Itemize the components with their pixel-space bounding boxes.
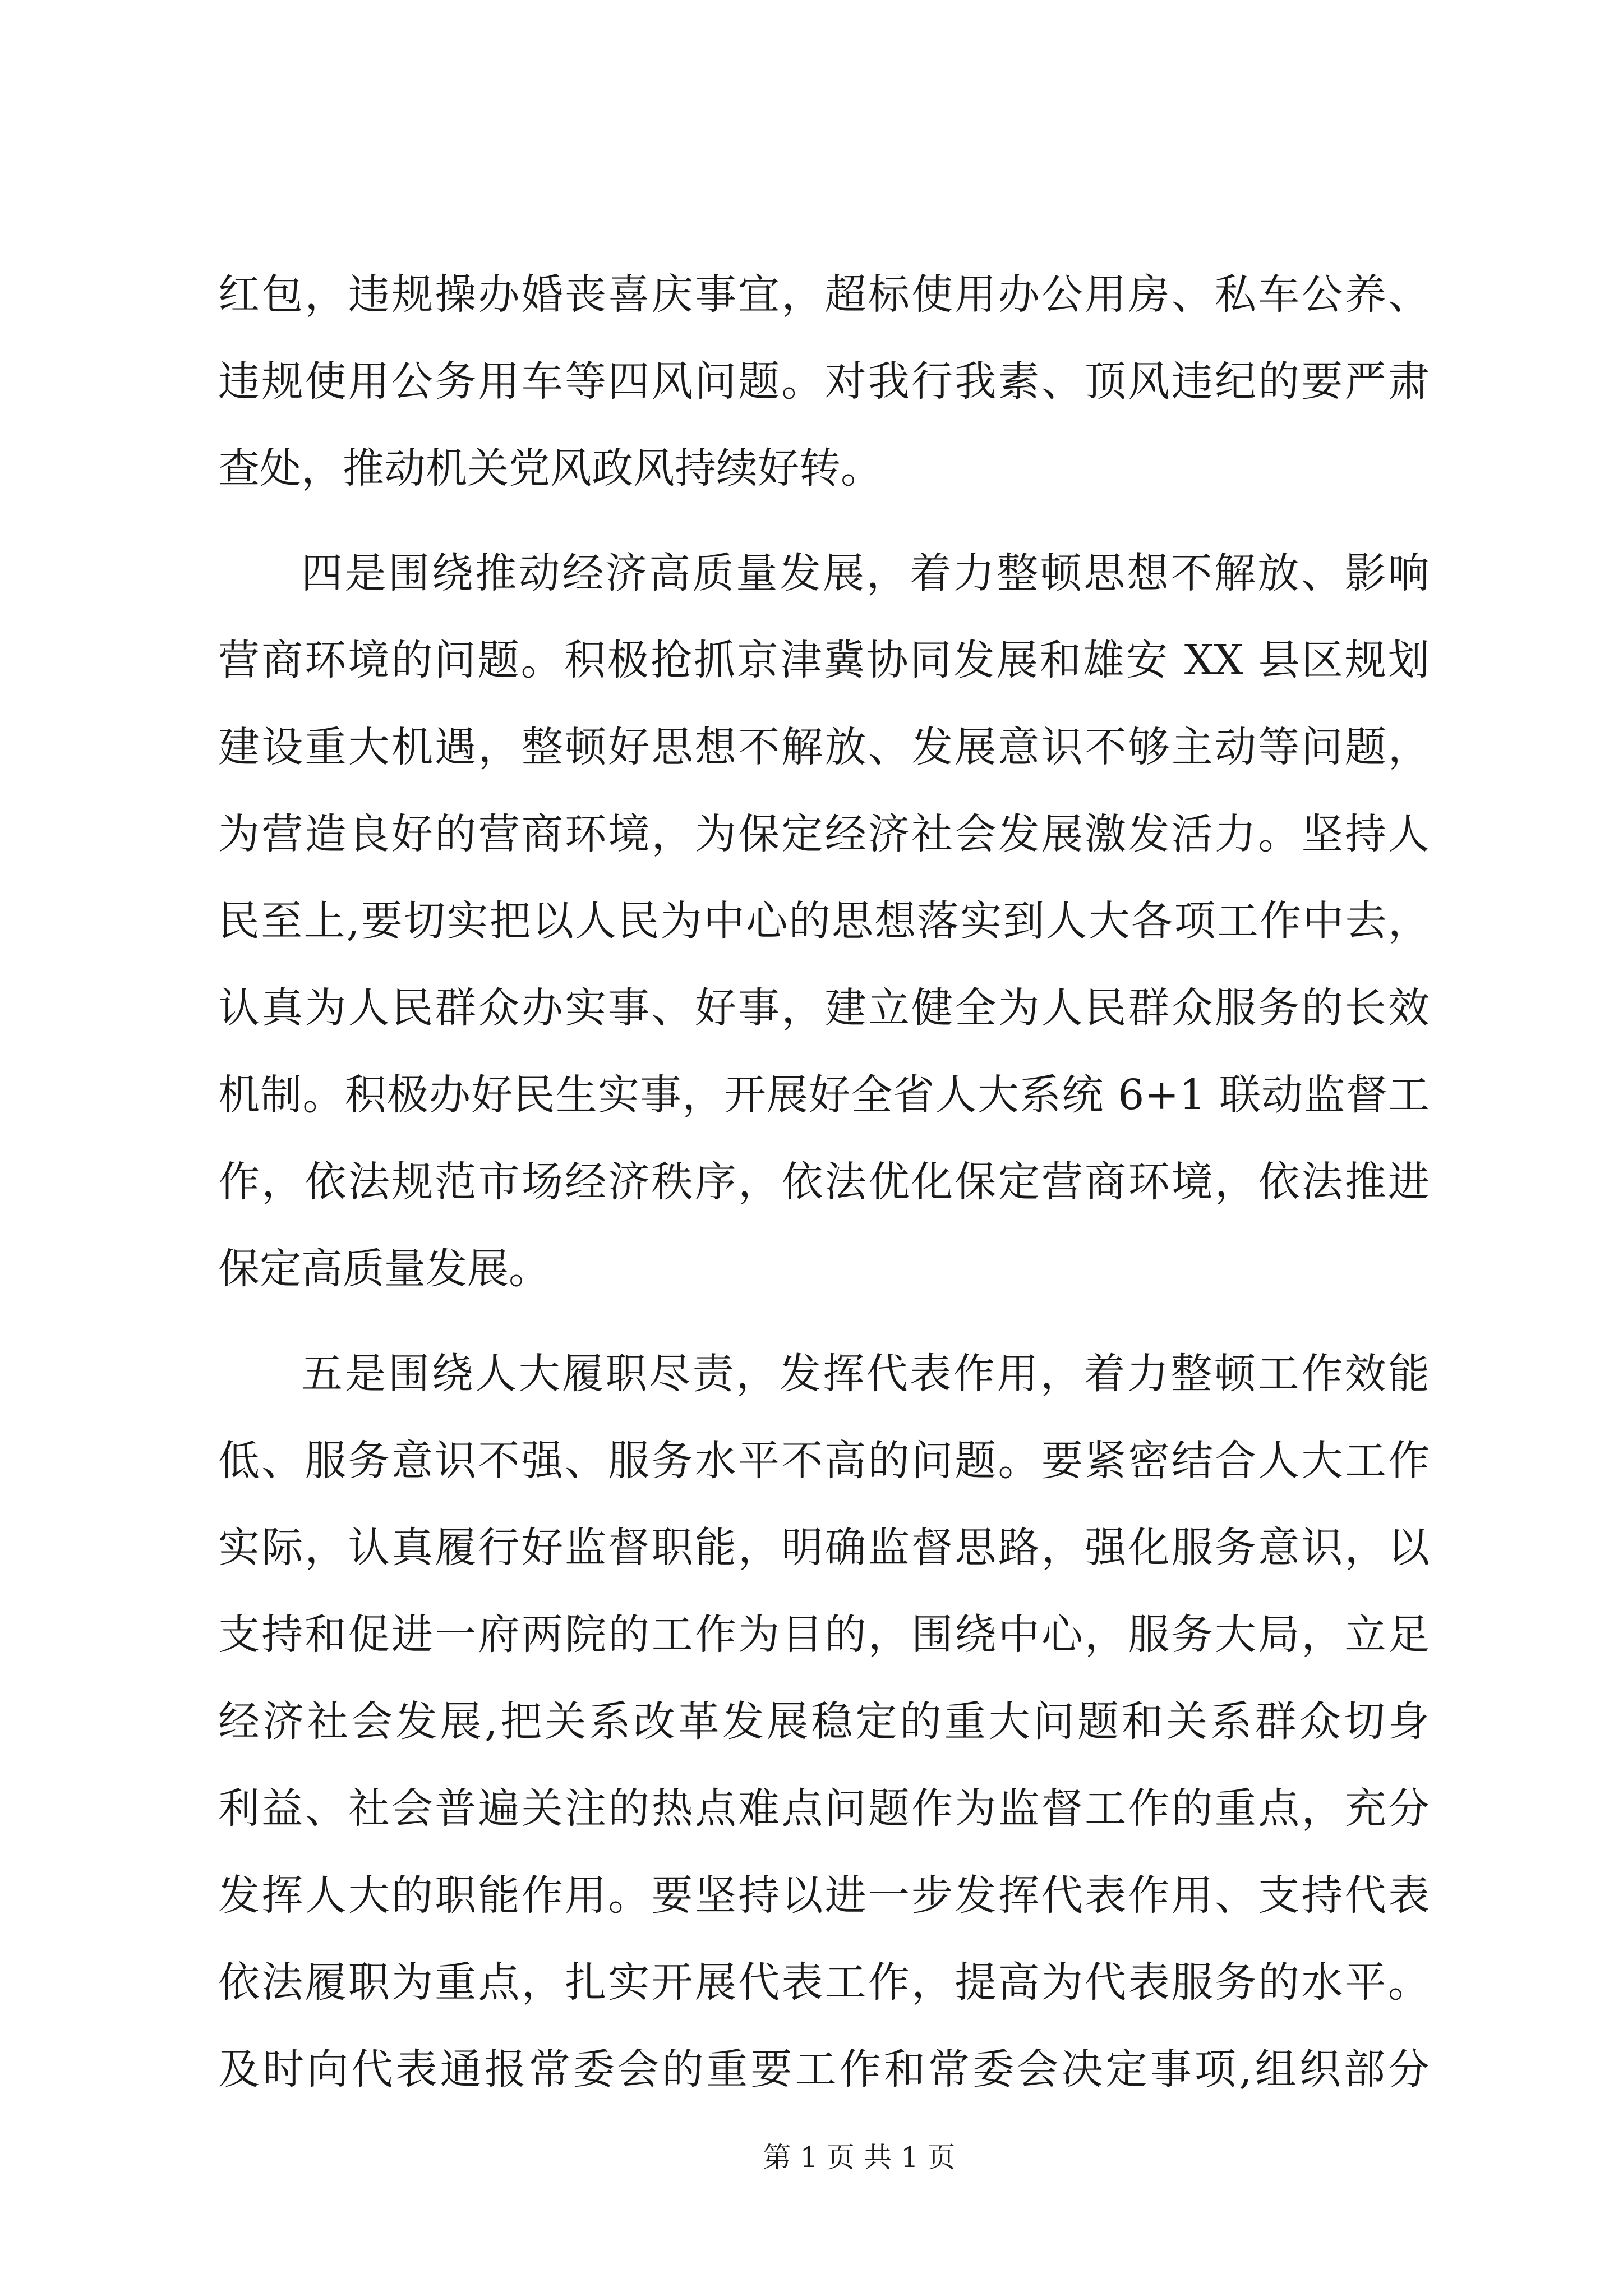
- document-body: [218, 251, 1430, 2113]
- text-line: 认真为人民群众办实事、好事，建立健全为人民群众服务的长效: [218, 984, 1430, 1032]
- paragraph-3: [218, 1331, 1430, 2113]
- paragraph-2: [218, 530, 1430, 1313]
- text-line: 及时向代表通报常委会的重要工作和常委会决定事项,组织部分: [218, 2045, 1430, 2093]
- page-number-footer: 第 1 页 共 1 页: [763, 2141, 956, 2174]
- text-line: 营商环境的问题。积极抢抓京津冀协同发展和雄安 XX 县区规划: [218, 636, 1430, 684]
- text-line: 支持和促进一府两院的工作为目的，围绕中心，服务大局，立足: [218, 1611, 1430, 1659]
- paragraph-1: [218, 251, 1430, 512]
- text-line: 五是围绕人大履职尽责，发挥代表作用，着力整顿工作效能: [301, 1350, 1430, 1398]
- text-line: 红包，违规操办婚丧喜庆事宜，超标使用办公用房、私车公养、: [218, 270, 1430, 319]
- text-line: 为营造良好的营商环境，为保定经济社会发展激发活力。坚持人: [218, 810, 1430, 858]
- text-line: 依法履职为重点，扎实开展代表工作，提高为代表服务的水平。: [218, 1958, 1430, 2007]
- text-line: 经济社会发展,把关系改革发展稳定的重大问题和关系群众切身: [218, 1697, 1430, 1746]
- text-line: 发挥人大的职能作用。要坚持以进一步发挥代表作用、支持代表: [218, 1871, 1430, 1920]
- text-line: 四是围绕推动经济高质量发展，着力整顿思想不解放、影响: [301, 549, 1430, 597]
- text-line: 查处，推动机关党风政风持续好转。: [218, 444, 882, 493]
- text-line: 机制。积极办好民生实事，开展好全省人大系统 6+1 联动监督工: [218, 1071, 1430, 1119]
- text-line: 实际，认真履行好监督职能，明确监督思路，强化服务意识，以: [218, 1524, 1430, 1572]
- text-line: 利益、社会普遍关注的热点难点问题作为监督工作的重点，充分: [218, 1784, 1430, 1833]
- text-line: 作，依法规范市场经济秩序，依法优化保定营商环境，依法推进: [218, 1158, 1430, 1206]
- text-line: 违规使用公务用车等四风问题。对我行我素、顶风违纪的要严肃: [218, 357, 1430, 406]
- text-line: 建设重大机遇，整顿好思想不解放、发展意识不够主动等问题，: [218, 723, 1430, 771]
- text-line: 民至上,要切实把以人民为中心的思想落实到人大各项工作中去，: [218, 897, 1430, 945]
- text-line: 保定高质量发展。: [218, 1245, 550, 1293]
- text-line: 低、服务意识不强、服务水平不高的问题。要紧密结合人大工作: [218, 1437, 1430, 1485]
